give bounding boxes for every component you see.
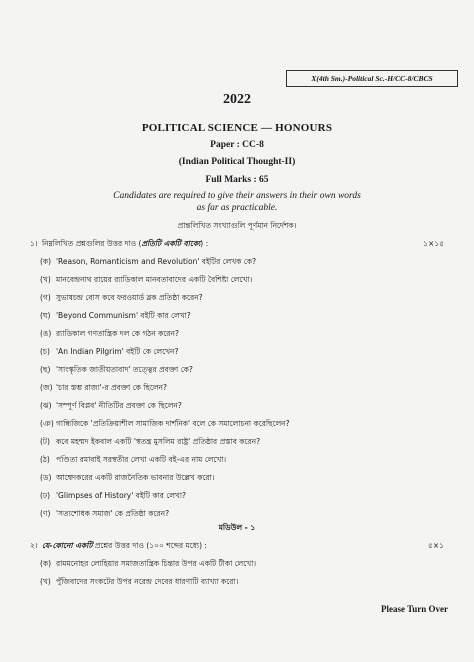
list-item: (ঞ) গান্ধিজিকে 'প্রতিক্রিয়াশীল সামাজিক দার্শনিক' বলে কে সমালোচনা করেছিলেন? [40,419,290,428]
list-item: (ঘ) 'Beyond Communism' বইটি কার লেখা? [40,311,191,320]
list-item: (ক) রামমনোহর লোহিয়ার সমাজতান্ত্রিক চিন্তার উপর একটি টীকা লেখো। [40,559,257,568]
section-heading: মডিউল - ১ [218,523,256,532]
question-number: ২। [30,541,38,550]
list-item: (ড) আম্বেদকরের একটি রাজনৈতিক ভাবনার উল্লেখ করো। [40,473,215,482]
list-item: (ঝ) 'সম্পূর্ণ বিপ্লব' নীতিটির প্রবক্তা কে ছিলেন? [40,401,182,410]
list-item: (জ) 'চার স্তম্ভ রাজ্য'-র প্রবক্তা কে ছিলেন? [40,383,168,392]
question-text: নিম্নলিখিত প্রশ্নগুলির উত্তর দাও (প্রতিটি একটি বাক্যে) : [42,239,209,248]
question-text: যে-কোনো একটি প্রশ্নের উত্তর দাও (১০০ শব্দের মধ্যে) : [42,541,207,550]
full-marks: Full Marks : 65 [205,175,269,185]
list-item: (ণ) 'সত্যশোধক সমাজ' কে প্রতিষ্ঠা করেন? [40,509,170,518]
instruction-line-2: as far as practicable. [196,203,278,213]
list-item: (গ) সুভাষচন্দ্র বোস কবে ফরওয়ার্ড ব্লক প্রতিষ্ঠা করেন? [40,293,203,302]
list-item: (খ) মানবেন্দ্রনাথ রায়ের র‍্যাডিকাল মানবতাবাদের একটি বৈশিষ্ট্য লেখো। [40,275,253,284]
please-turn-over: Please Turn Over [381,604,448,614]
list-item: (ঙ) র‍্যাডিকাল গণতান্ত্রিক দল কে গঠন করেন? [40,329,179,338]
question-marks: ৫×১ [427,541,444,550]
course-title: (Indian Political Thought-II) [178,157,296,167]
list-item: (ঢ) 'Glimpses of History' বইটি কার লেখা? [40,491,186,500]
exam-year: 2022 [223,92,251,107]
list-item: (ট) কবে মহম্মদ ইকবাল একটি 'স্বতন্ত্র মুসলিম রাষ্ট্র' প্রতিষ্ঠার প্রস্তাব করেন? [40,437,261,446]
question-marks: ১×১৫ [423,239,444,248]
question-2 [30,540,444,554]
list-item: (খ) পুঁজিবাদের সংকটের উপর নরেন্দ্র দেবের ধারণাটি ব্যাখ্যা করো। [40,577,239,586]
instruction-line-1: Candidates are required to give their answers in their own words [113,191,361,201]
list-item: (চ) 'An Indian Pilgrim' বইটি কে লেখেন? [40,347,179,356]
list-item: (ছ) 'সাংস্কৃতিক জাতীয়তাবাদ' তত্ত্বের প্রবক্তা কে? [40,365,193,374]
paper-code: X(4th Sm.)-Political Sc.-H/CC-8/CBCS [286,70,458,87]
instruction-bengali: প্রান্তলিখিত সংখ্যাগুলি পূর্ণমান নির্দেশক। [177,221,297,230]
instruction-english [0,190,474,214]
list-item: (ঠ) পণ্ডিতা রমাবাই সরস্বতীর লেখা একটি বই-এর নাম লেখো। [40,455,227,464]
question-number: ১। [30,239,38,248]
question-1 [30,238,444,252]
subject-title: POLITICAL SCIENCE — HONOURS [141,122,333,134]
paper-code-line: Paper : CC-8 [210,140,264,150]
list-item: (ক) 'Reason, Romanticism and Revolution' বইটির লেখক কে? [40,257,257,266]
